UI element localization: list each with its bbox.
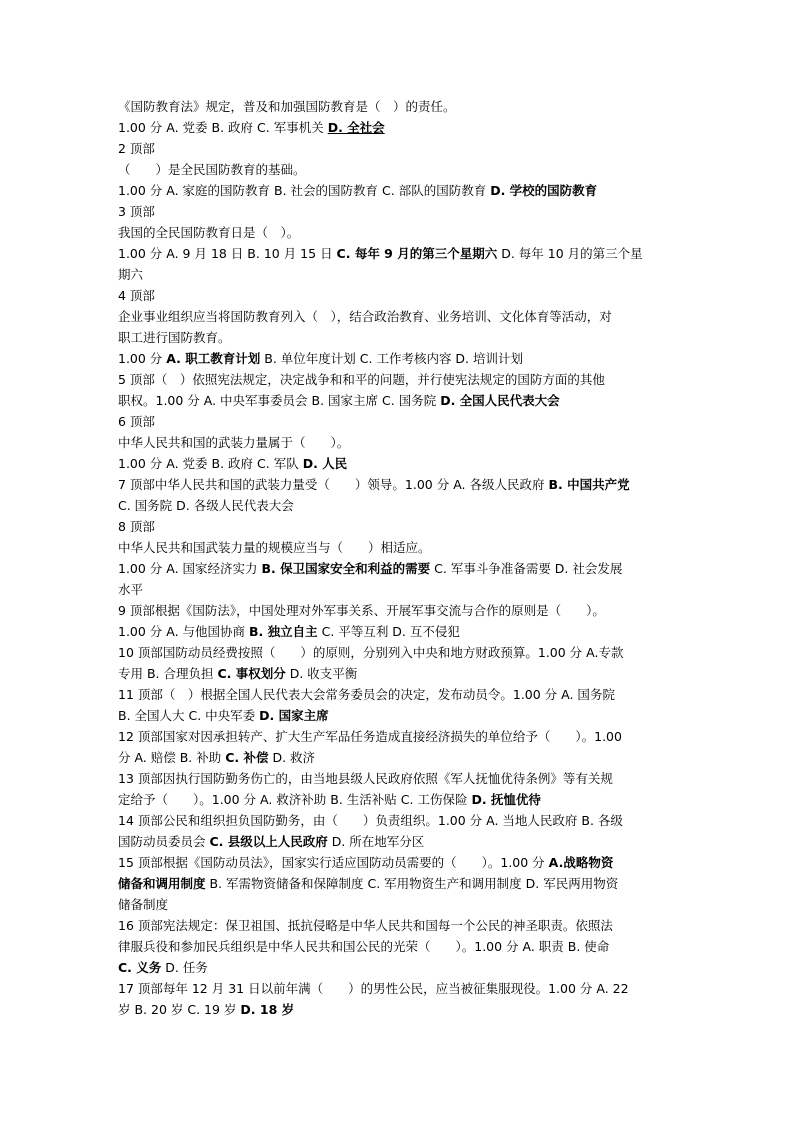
text-line [118,327,688,348]
text-line [118,936,688,957]
text-line [118,831,688,852]
text-line [118,495,688,516]
text-segment: 定给予（ ）。1.00 分 A. 救济补助 B. 生活补贴 C. 工伤保险 [118,792,472,807]
text-line [118,264,688,285]
text-segment: （ ）是全民国防教育的基础。 [118,162,306,177]
text-segment: 1.00 分 A. 党委 B. 政府 C. 军队 [118,456,303,471]
text-line [118,684,688,705]
text-segment: 储备制度 [118,897,169,912]
text-segment: C. 军事斗争准备需要 D. 社会发展 [430,561,623,576]
text-segment: 16 顶部宪法规定：保卫祖国、抵抗侵略是中华人民共和国每一个公民的神圣职责。依照法 [118,918,613,933]
text-line [118,957,688,978]
text-line [118,558,688,579]
text-line [118,516,688,537]
text-line [118,579,688,600]
text-segment: 11 顶部（ ）根据全国人民代表大会常务委员会的决定，发布动员令。1.00 分 A. 国务院 [118,687,615,702]
text-segment: 中华人民共和国的武装力量属于（ ）。 [118,435,350,450]
answer-text: D. 学校的国防教育 [490,183,598,198]
text-line [118,432,688,453]
text-segment: 2 顶部 [118,141,155,156]
text-line [118,789,688,810]
text-line [118,726,688,747]
text-segment: 期六 [118,267,144,282]
answer-text: A. 职工教育计划 [166,351,261,366]
text-segment: B. 全国人大 C. 中央军委 [118,708,260,723]
text-segment: B. 单位年度计划 C. 工作考核内容 D. 培训计划 [260,351,523,366]
text-segment: 专用 B. 合理负担 [118,666,218,681]
text-line [118,915,688,936]
answer-text: C. 义务 [118,960,162,975]
answer-text: C. 县级以上人民政府 [209,834,328,849]
text-segment: 4 顶部 [118,288,155,303]
text-line [118,411,688,432]
text-segment: 1.00 分 A. 国家经济实力 [118,561,262,576]
answer-text: D. 抚恤优待 [471,792,541,807]
text-segment: 分 A. 赔偿 B. 补助 [118,750,226,765]
text-line [118,978,688,999]
text-segment: 岁 B. 20 岁 C. 19 岁 [118,1002,241,1017]
text-line [118,138,688,159]
text-line [118,222,688,243]
text-line [118,810,688,831]
text-line [118,306,688,327]
text-segment: 国防动员委员会 [118,834,210,849]
text-line [118,180,688,201]
text-line [118,621,688,642]
text-segment: 1.00 分 [118,351,167,366]
text-line [118,852,688,873]
text-line [118,117,688,138]
text-segment: 职工进行国防教育。 [118,330,231,345]
text-line [118,600,688,621]
text-segment: D. 所在地军分区 [327,834,425,849]
text-segment: 职权。1.00 分 A. 中央军事委员会 B. 国家主席 C. 国务院 [118,393,441,408]
text-segment: 7 顶部中华人民共和国的武装力量受（ ）领导。1.00 分 A. 各级人民政府 [118,477,549,492]
answer-text: D. 全社会 [327,120,385,135]
text-line [118,999,688,1020]
text-segment: 水平 [118,582,144,597]
text-segment: 8 顶部 [118,519,155,534]
answer-text: D. 国家主席 [259,708,329,723]
text-segment: 9 顶部根据《国防法》，中国处理对外军事关系、开展军事交流与合作的原则是（ ）。 [118,603,605,618]
text-line [118,537,688,558]
text-line [118,642,688,663]
text-segment: 12 顶部国家对因承担转产、扩大生产军品任务造成直接经济损失的单位给予（ ）。1.00 [118,729,622,744]
answer-text: C. 每年 9 月的第三个星期六 [336,246,498,261]
answer-text: B. 独立自主 [249,624,318,639]
answer-text: B. 中国共产党 [548,477,630,492]
text-segment: 14 顶部公民和组织担负国防勤务，由（ ）负责组织。1.00 分 A. 当地人民政府 B. 各级 [118,813,623,828]
text-line [118,285,688,306]
text-segment: 律服兵役和参加民兵组织是中华人民共和国公民的光荣（ ）。1.00 分 A. 职责 B. 使命 [118,939,610,954]
text-segment: 10 顶部国防动员经费按照（ ）的原则，分别列入中央和地方财政预算。1.00 分 A.专款 [118,645,624,660]
text-segment: 17 顶部每年 12 月 31 日以前年满（ ）的男性公民，应当被征集服现役。1.00 分 A. 22 [118,981,629,996]
answer-text: C. 事权划分 [217,666,286,681]
text-segment: 我国的全民国防教育日是（ ）。 [118,225,300,240]
text-line [118,348,688,369]
text-line [118,201,688,222]
answer-text: D. 人民 [302,456,348,471]
text-line [118,369,688,390]
document-page [118,96,688,1020]
text-line [118,768,688,789]
text-segment: C. 平等互利 D. 互不侵犯 [317,624,460,639]
text-segment: 《国防教育法》规定，普及和加强国防教育是（ ）的责任。 [118,99,456,114]
text-segment: 1.00 分 A. 9 月 18 日 B. 10 月 15 日 [118,246,337,261]
answer-text: C. 补偿 [225,750,269,765]
text-line [118,159,688,180]
answer-text: A.战略物资 [548,855,614,870]
text-segment: 15 顶部根据《国防动员法》，国家实行适应国防动员需要的（ ）。1.00 分 [118,855,549,870]
text-segment: 1.00 分 A. 党委 B. 政府 C. 军事机关 [118,120,328,135]
text-line [118,453,688,474]
text-segment: 1.00 分 A. 与他国协商 [118,624,250,639]
text-segment: 企业事业组织应当将国防教育列入（ ），结合政治教育、业务培训、文化体育等活动，对 [118,309,612,324]
text-segment: B. 军需物资储备和保障制度 C. 军用物资生产和调用制度 D. 军民两用物资 [205,876,619,891]
text-line [118,873,688,894]
answer-text: 储备和调用制度 [118,876,206,891]
answer-text: B. 保卫国家安全和利益的需要 [261,561,431,576]
text-segment: D. 收支平衡 [285,666,358,681]
text-segment: 中华人民共和国武装力量的规模应当与（ ）相适应。 [118,540,431,555]
text-segment: 1.00 分 A. 家庭的国防教育 B. 社会的国防教育 C. 部队的国防教育 [118,183,491,198]
text-segment: D. 救济 [268,750,316,765]
text-segment: D. 任务 [161,960,208,975]
text-segment: 5 顶部（ ）依照宪法规定，决定战争和和平的问题，并行使宪法规定的国防方面的其他 [118,372,605,387]
text-line [118,96,688,117]
text-line [118,747,688,768]
text-line [118,474,688,495]
text-segment: 13 顶部因执行国防勤务伤亡的，由当地县级人民政府依照《军人抚恤优待条例》等有关规 [118,771,613,786]
text-line [118,705,688,726]
text-segment: D. 每年 10 月的第三个星 [497,246,643,261]
answer-text: D. 全国人民代表大会 [440,393,560,408]
answer-text: D. 18 岁 [240,1002,295,1017]
text-line [118,894,688,915]
text-segment: C. 国务院 D. 各级人民代表大会 [118,498,294,513]
text-segment: 6 顶部 [118,414,155,429]
text-line [118,663,688,684]
text-line [118,390,688,411]
text-segment: 3 顶部 [118,204,155,219]
text-line [118,243,688,264]
